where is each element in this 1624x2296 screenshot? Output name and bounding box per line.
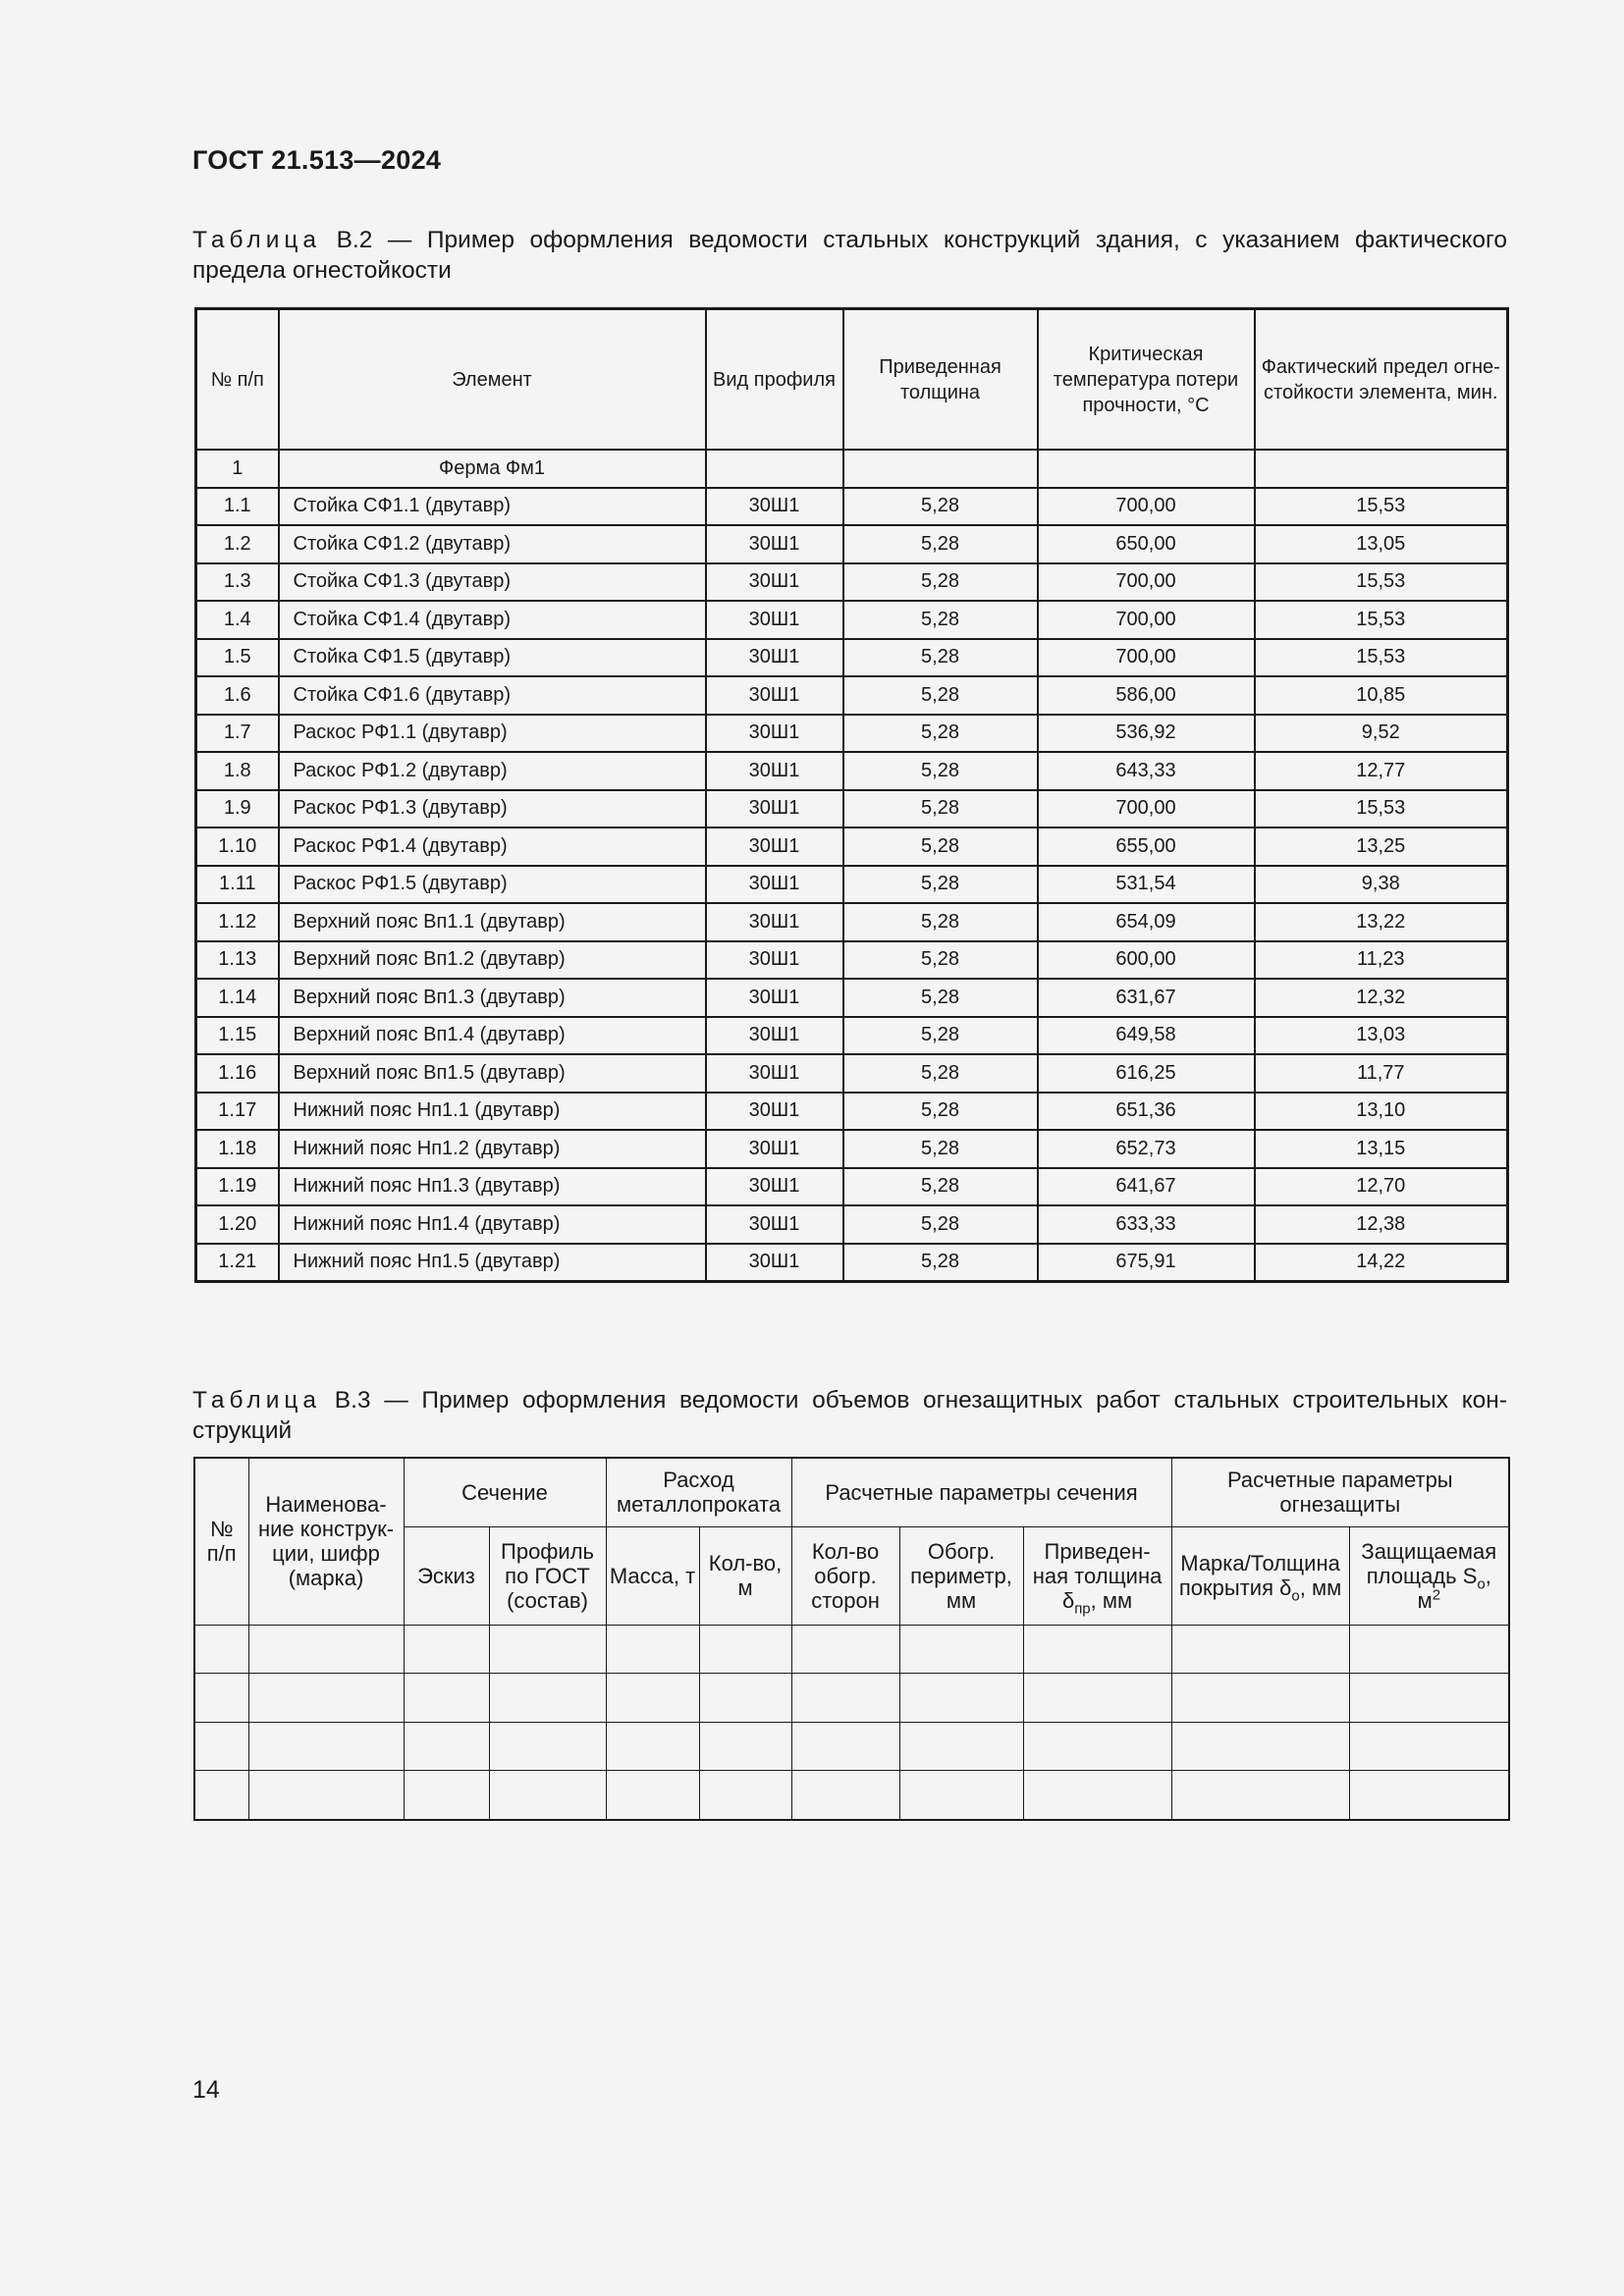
- cell-empty: [791, 1722, 899, 1771]
- cell-empty: [606, 1625, 699, 1674]
- cell-fire-limit: 9,52: [1255, 715, 1508, 753]
- header-perimeter: Обогр. периметр, мм: [899, 1526, 1023, 1625]
- cell-num: 1: [196, 450, 279, 488]
- table-row-empty: [194, 1771, 1509, 1820]
- cell-num: 1.9: [196, 790, 279, 828]
- unit: , м: [1417, 1563, 1491, 1613]
- cell-profile: 30Ш1: [706, 601, 843, 639]
- cell-thickness: 5,28: [843, 1017, 1038, 1055]
- cell-empty: [1349, 1674, 1509, 1723]
- cell-empty: [1171, 1674, 1349, 1723]
- header-thickness-label: Приведен-ная толщина: [1032, 1538, 1163, 1588]
- table-row: [196, 488, 1508, 526]
- cell-temperature: 600,00: [1038, 941, 1255, 980]
- cell-element: Верхний пояс Вп1.3 (двутавр): [279, 979, 706, 1017]
- cell-element: Нижний пояс Нп1.5 (двутавр): [279, 1244, 706, 1282]
- cell-temperature: 655,00: [1038, 828, 1255, 866]
- header-consumption: Расход металлопроката: [606, 1458, 791, 1526]
- cell-num: 1.11: [196, 866, 279, 904]
- cell-empty: [699, 1674, 791, 1723]
- cell-element: Раскос РФ1.3 (двутавр): [279, 790, 706, 828]
- cell-profile: 30Ш1: [706, 979, 843, 1017]
- cell-element: Стойка СФ1.6 (двутавр): [279, 676, 706, 715]
- document-header: ГОСТ 21.513—2024: [192, 145, 442, 175]
- cell-empty: [404, 1722, 489, 1771]
- cell-num: 1.10: [196, 828, 279, 866]
- cell-temperature: 700,00: [1038, 639, 1255, 677]
- table-row: [196, 601, 1508, 639]
- table-b3-caption: [192, 1385, 1507, 1446]
- table-row: [196, 1205, 1508, 1244]
- subscript: о: [1291, 1587, 1300, 1605]
- cell-thickness: 5,28: [843, 1130, 1038, 1168]
- cell-element: Стойка СФ1.4 (двутавр): [279, 601, 706, 639]
- table-row: [196, 563, 1508, 602]
- cell-empty: [404, 1625, 489, 1674]
- cell-thickness: 5,28: [843, 715, 1038, 753]
- cell-temperature: 586,00: [1038, 676, 1255, 715]
- table-row: [196, 790, 1508, 828]
- cell-empty: [1171, 1625, 1349, 1674]
- header-mass: Масса, т: [606, 1526, 699, 1625]
- cell-num: 1.5: [196, 639, 279, 677]
- cell-profile: 30Ш1: [706, 1017, 843, 1055]
- cell-thickness: 5,28: [843, 601, 1038, 639]
- cell-num: 1.1: [196, 488, 279, 526]
- cell-temperature: 700,00: [1038, 601, 1255, 639]
- cell-fire-limit: 15,53: [1255, 563, 1508, 602]
- cell-empty: [489, 1674, 606, 1723]
- cell-empty: [791, 1771, 899, 1820]
- cell-empty: [1255, 450, 1508, 488]
- delta-symbol: δ: [1279, 1575, 1292, 1600]
- cell-temperature: 650,00: [1038, 525, 1255, 563]
- cell-profile: 30Ш1: [706, 1168, 843, 1206]
- cell-thickness: 5,28: [843, 1244, 1038, 1282]
- table-row: [196, 1054, 1508, 1093]
- cell-empty: [1038, 450, 1255, 488]
- header-sketch: Эскиз: [404, 1526, 489, 1625]
- cell-element: Нижний пояс Нп1.4 (двутавр): [279, 1205, 706, 1244]
- cell-profile: 30Ш1: [706, 941, 843, 980]
- caption-word: Таблица: [192, 1387, 322, 1414]
- cell-fire-limit: 15,53: [1255, 639, 1508, 677]
- cell-empty: [699, 1722, 791, 1771]
- cell-fire-limit: 9,38: [1255, 866, 1508, 904]
- cell-fire-limit: 15,53: [1255, 790, 1508, 828]
- cell-num: 1.17: [196, 1093, 279, 1131]
- cell-temperature: 631,67: [1038, 979, 1255, 1017]
- header-sides: Кол-во обогр. сторон: [791, 1526, 899, 1625]
- subscript: пр: [1074, 1599, 1091, 1617]
- header-coating: [1171, 1526, 1349, 1625]
- cell-empty: [248, 1674, 404, 1723]
- cell-num: 1.21: [196, 1244, 279, 1282]
- cell-profile: 30Ш1: [706, 828, 843, 866]
- cell-num: 1.4: [196, 601, 279, 639]
- cell-element: Верхний пояс Вп1.4 (двутавр): [279, 1017, 706, 1055]
- cell-empty: [1349, 1771, 1509, 1820]
- table-row: [196, 525, 1508, 563]
- table-b2: [194, 307, 1509, 1283]
- cell-empty: [1349, 1625, 1509, 1674]
- header-area: [1349, 1526, 1509, 1625]
- cell-temperature: 700,00: [1038, 488, 1255, 526]
- cell-empty: [1171, 1722, 1349, 1771]
- cell-element: Верхний пояс Вп1.5 (двутавр): [279, 1054, 706, 1093]
- cell-fire-limit: 15,53: [1255, 601, 1508, 639]
- cell-empty: [248, 1722, 404, 1771]
- cell-empty: [699, 1771, 791, 1820]
- cell-thickness: 5,28: [843, 1054, 1038, 1093]
- cell-num: 1.7: [196, 715, 279, 753]
- cell-num: 1.15: [196, 1017, 279, 1055]
- cell-fire-limit: 13,25: [1255, 828, 1508, 866]
- header-num: № п/п: [194, 1458, 248, 1625]
- caption-word: Таблица: [192, 227, 322, 253]
- cell-thickness: 5,28: [843, 979, 1038, 1017]
- header-cell: Фактический предел огне-стойкости элемента, мин.: [1255, 309, 1508, 451]
- cell-empty: [1171, 1771, 1349, 1820]
- cell-empty: [404, 1771, 489, 1820]
- cell-empty: [194, 1722, 248, 1771]
- cell-element: Стойка СФ1.5 (двутавр): [279, 639, 706, 677]
- cell-thickness: 5,28: [843, 1093, 1038, 1131]
- cell-temperature: 643,33: [1038, 752, 1255, 790]
- cell-temperature: 651,36: [1038, 1093, 1255, 1131]
- cell-element: Стойка СФ1.2 (двутавр): [279, 525, 706, 563]
- cell-element: Верхний пояс Вп1.2 (двутавр): [279, 941, 706, 980]
- table-row: [196, 1168, 1508, 1206]
- cell-element: Нижний пояс Нп1.2 (двутавр): [279, 1130, 706, 1168]
- caption-text: В.3 — Пример оформления ведомости объемов огнезащитных работ стальных строительных кон-струкций: [192, 1387, 1507, 1444]
- cell-empty: [899, 1722, 1023, 1771]
- cell-profile: 30Ш1: [706, 1130, 843, 1168]
- header-thickness: [1023, 1526, 1171, 1625]
- page-number: 14: [192, 2076, 220, 2104]
- cell-empty: [791, 1625, 899, 1674]
- table-row: [196, 639, 1508, 677]
- cell-empty: [194, 1674, 248, 1723]
- table-row-empty: [194, 1722, 1509, 1771]
- table-row: [196, 903, 1508, 941]
- cell-num: 1.2: [196, 525, 279, 563]
- cell-temperature: 654,09: [1038, 903, 1255, 941]
- cell-temperature: 700,00: [1038, 563, 1255, 602]
- cell-num: 1.20: [196, 1205, 279, 1244]
- cell-fire-limit: 13,10: [1255, 1093, 1508, 1131]
- header-count: Кол-во, м: [699, 1526, 791, 1625]
- table-row: [196, 752, 1508, 790]
- cell-fire-limit: 13,15: [1255, 1130, 1508, 1168]
- cell-profile: 30Ш1: [706, 563, 843, 602]
- table-row-empty: [194, 1625, 1509, 1674]
- table-header-row: [194, 1458, 1509, 1526]
- cell-empty: [489, 1722, 606, 1771]
- cell-profile: 30Ш1: [706, 639, 843, 677]
- header-calc-fire: Расчетные параметры огнезащиты: [1171, 1458, 1509, 1526]
- header-cell: Вид профиля: [706, 309, 843, 451]
- cell-temperature: 675,91: [1038, 1244, 1255, 1282]
- cell-thickness: 5,28: [843, 563, 1038, 602]
- cell-element: Раскос РФ1.4 (двутавр): [279, 828, 706, 866]
- cell-thickness: 5,28: [843, 525, 1038, 563]
- table-row: [196, 676, 1508, 715]
- cell-thickness: 5,28: [843, 1168, 1038, 1206]
- header-area-label: Защищаемая площадь S: [1361, 1538, 1497, 1588]
- cell-element: Ферма Фм1: [279, 450, 706, 488]
- cell-fire-limit: 12,32: [1255, 979, 1508, 1017]
- cell-empty: [1023, 1771, 1171, 1820]
- cell-fire-limit: 12,38: [1255, 1205, 1508, 1244]
- cell-profile: 30Ш1: [706, 866, 843, 904]
- cell-empty: [489, 1625, 606, 1674]
- cell-thickness: 5,28: [843, 639, 1038, 677]
- cell-temperature: 641,67: [1038, 1168, 1255, 1206]
- cell-empty: [1023, 1674, 1171, 1723]
- superscript: 2: [1432, 1586, 1441, 1604]
- table-row: [196, 979, 1508, 1017]
- cell-empty: [489, 1771, 606, 1820]
- cell-profile: 30Ш1: [706, 1205, 843, 1244]
- cell-element: Нижний пояс Нп1.3 (двутавр): [279, 1168, 706, 1206]
- cell-profile: 30Ш1: [706, 676, 843, 715]
- cell-empty: [1023, 1722, 1171, 1771]
- cell-empty: [1023, 1625, 1171, 1674]
- cell-profile: 30Ш1: [706, 488, 843, 526]
- caption-text: В.2 — Пример оформления ведомости стальных конструкций здания, с указанием фактического предела огнестойкости: [192, 227, 1507, 284]
- cell-element: Верхний пояс Вп1.1 (двутавр): [279, 903, 706, 941]
- cell-empty: [791, 1674, 899, 1723]
- header-coating-label: Марка/Толщина покрытия: [1178, 1551, 1340, 1600]
- cell-thickness: 5,28: [843, 752, 1038, 790]
- header-section: Сечение: [404, 1458, 606, 1526]
- table-row-group: [196, 450, 1508, 488]
- header-cell: № п/п: [196, 309, 279, 451]
- cell-empty: [194, 1625, 248, 1674]
- cell-fire-limit: 11,77: [1255, 1054, 1508, 1093]
- cell-profile: 30Ш1: [706, 1054, 843, 1093]
- cell-empty: [606, 1674, 699, 1723]
- cell-thickness: 5,28: [843, 676, 1038, 715]
- cell-empty: [843, 450, 1038, 488]
- cell-temperature: 633,33: [1038, 1205, 1255, 1244]
- unit: , мм: [1090, 1587, 1133, 1613]
- table-header-row: [196, 309, 1508, 451]
- header-name: Наименова-ние конструк-ции, шифр (марка): [248, 1458, 404, 1625]
- cell-profile: 30Ш1: [706, 903, 843, 941]
- cell-element: Стойка СФ1.3 (двутавр): [279, 563, 706, 602]
- cell-temperature: 531,54: [1038, 866, 1255, 904]
- cell-temperature: 536,92: [1038, 715, 1255, 753]
- table-row: [196, 1244, 1508, 1282]
- cell-element: Стойка СФ1.1 (двутавр): [279, 488, 706, 526]
- cell-empty: [606, 1771, 699, 1820]
- cell-thickness: 5,28: [843, 828, 1038, 866]
- delta-symbol: δ: [1061, 1587, 1075, 1613]
- table-row: [196, 866, 1508, 904]
- header-cell: Приведенная толщина: [843, 309, 1038, 451]
- header-calc-section: Расчетные параметры сечения: [791, 1458, 1171, 1526]
- cell-empty: [899, 1771, 1023, 1820]
- cell-temperature: 652,73: [1038, 1130, 1255, 1168]
- table-row: [196, 1130, 1508, 1168]
- cell-fire-limit: 13,05: [1255, 525, 1508, 563]
- cell-element: Раскос РФ1.1 (двутавр): [279, 715, 706, 753]
- cell-temperature: 649,58: [1038, 1017, 1255, 1055]
- table-row: [196, 1017, 1508, 1055]
- subscript: о: [1477, 1575, 1486, 1592]
- cell-fire-limit: 11,23: [1255, 941, 1508, 980]
- cell-thickness: 5,28: [843, 488, 1038, 526]
- cell-num: 1.16: [196, 1054, 279, 1093]
- cell-profile: 30Ш1: [706, 790, 843, 828]
- cell-profile: 30Ш1: [706, 752, 843, 790]
- cell-element: Нижний пояс Нп1.1 (двутавр): [279, 1093, 706, 1131]
- cell-empty: [899, 1674, 1023, 1723]
- cell-num: 1.6: [196, 676, 279, 715]
- cell-num: 1.18: [196, 1130, 279, 1168]
- table-row: [196, 941, 1508, 980]
- cell-empty: [706, 450, 843, 488]
- header-cell: Критическая температура потери прочности, °С: [1038, 309, 1255, 451]
- cell-empty: [606, 1722, 699, 1771]
- cell-temperature: 700,00: [1038, 790, 1255, 828]
- cell-num: 1.12: [196, 903, 279, 941]
- cell-empty: [1349, 1722, 1509, 1771]
- cell-thickness: 5,28: [843, 941, 1038, 980]
- cell-profile: 30Ш1: [706, 1244, 843, 1282]
- header-cell: Элемент: [279, 309, 706, 451]
- cell-empty: [248, 1771, 404, 1820]
- cell-fire-limit: 14,22: [1255, 1244, 1508, 1282]
- cell-element: Раскос РФ1.5 (двутавр): [279, 866, 706, 904]
- table-row: [196, 828, 1508, 866]
- cell-thickness: 5,28: [843, 790, 1038, 828]
- table-b3: [193, 1457, 1510, 1821]
- cell-empty: [248, 1625, 404, 1674]
- cell-num: 1.14: [196, 979, 279, 1017]
- cell-fire-limit: 13,03: [1255, 1017, 1508, 1055]
- cell-fire-limit: 12,77: [1255, 752, 1508, 790]
- cell-empty: [404, 1674, 489, 1723]
- cell-thickness: 5,28: [843, 1205, 1038, 1244]
- cell-profile: 30Ш1: [706, 1093, 843, 1131]
- table-row: [196, 1093, 1508, 1131]
- cell-num: 1.13: [196, 941, 279, 980]
- cell-empty: [699, 1625, 791, 1674]
- cell-fire-limit: 12,70: [1255, 1168, 1508, 1206]
- cell-empty: [899, 1625, 1023, 1674]
- cell-empty: [194, 1771, 248, 1820]
- cell-fire-limit: 10,85: [1255, 676, 1508, 715]
- unit: , мм: [1299, 1575, 1342, 1600]
- cell-profile: 30Ш1: [706, 525, 843, 563]
- cell-num: 1.3: [196, 563, 279, 602]
- cell-num: 1.8: [196, 752, 279, 790]
- cell-temperature: 616,25: [1038, 1054, 1255, 1093]
- header-profile: Профиль по ГОСТ (состав): [489, 1526, 606, 1625]
- table-row: [196, 715, 1508, 753]
- cell-fire-limit: 15,53: [1255, 488, 1508, 526]
- cell-profile: 30Ш1: [706, 715, 843, 753]
- cell-thickness: 5,28: [843, 866, 1038, 904]
- cell-fire-limit: 13,22: [1255, 903, 1508, 941]
- table-row-empty: [194, 1674, 1509, 1723]
- table-b2-caption: [192, 225, 1507, 286]
- cell-num: 1.19: [196, 1168, 279, 1206]
- cell-element: Раскос РФ1.2 (двутавр): [279, 752, 706, 790]
- cell-thickness: 5,28: [843, 903, 1038, 941]
